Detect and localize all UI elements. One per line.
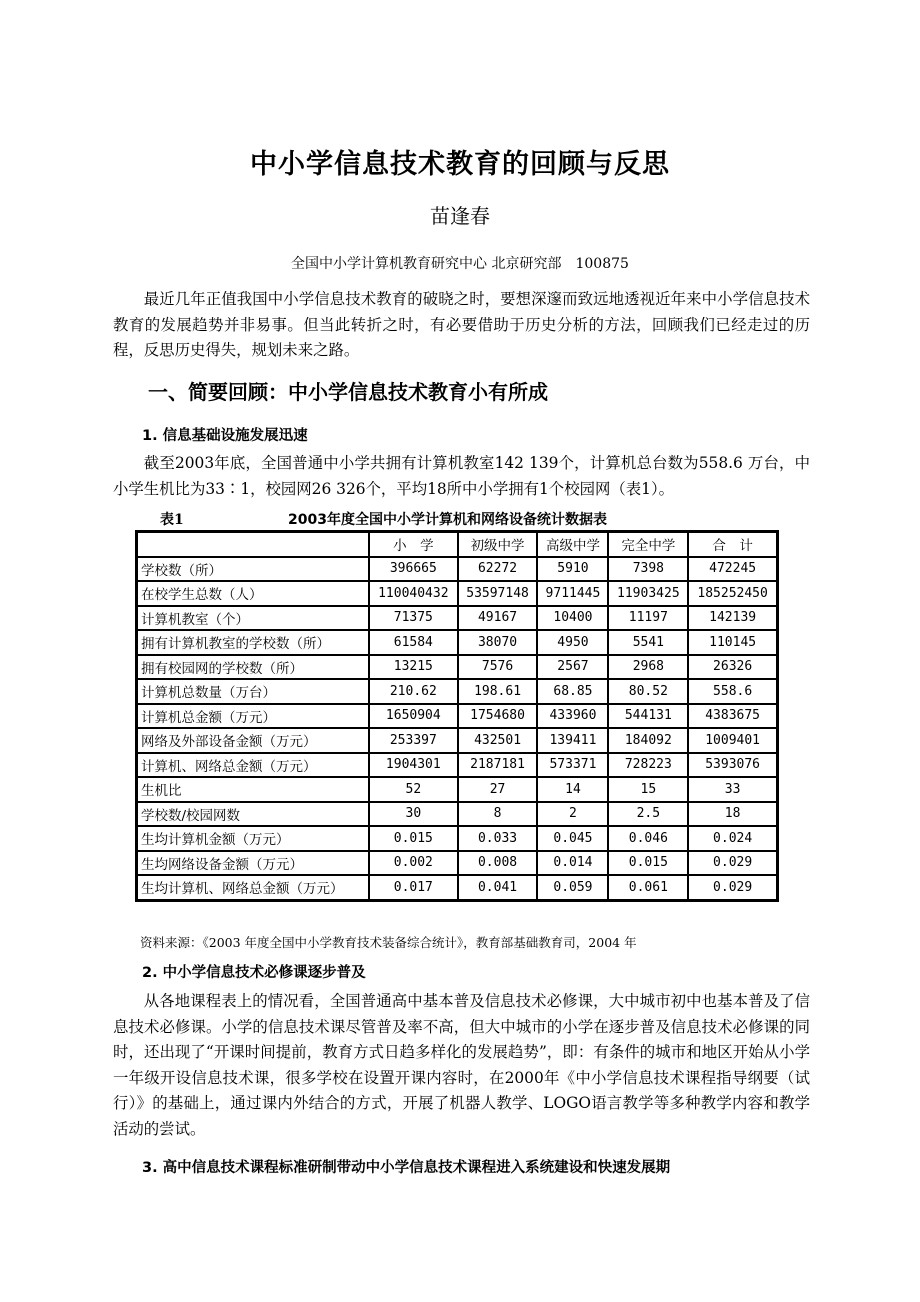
row-label: 学校数（所）	[137, 557, 370, 582]
subsection-heading-3: 3. 高中信息技术课程标准研制带动中小学信息技术课程进入系统建设和快速发展期	[142, 1160, 671, 1176]
table-cell: 573371	[537, 753, 608, 778]
table-cell: 7576	[458, 655, 538, 680]
table-cell: 253397	[369, 728, 458, 753]
table-cell: 139411	[537, 728, 608, 753]
table-row	[137, 753, 778, 778]
table-cell: 80.52	[608, 679, 688, 704]
table-cell: 728223	[608, 753, 688, 778]
row-label: 生均计算机、网络总金额（万元）	[137, 875, 370, 900]
table-cell: 184092	[608, 728, 688, 753]
column-header: 初级中学	[458, 532, 538, 557]
table-cell: 53597148	[458, 581, 538, 606]
row-label: 网络及外部设备金额（万元）	[137, 728, 370, 753]
table-cell: 0.024	[688, 826, 777, 851]
row-label: 计算机教室（个）	[137, 606, 370, 631]
table-label: 表1	[160, 512, 184, 528]
table-row	[137, 826, 778, 851]
statistics-table	[135, 530, 779, 902]
table-cell: 0.033	[458, 826, 538, 851]
table-cell: 0.017	[369, 875, 458, 900]
table-caption: 2003年度全国中小学计算机和网络设备统计数据表	[288, 512, 607, 528]
row-label: 计算机、网络总金额（万元）	[137, 753, 370, 778]
table-cell: 4950	[537, 630, 608, 655]
table-cell: 0.015	[608, 851, 688, 876]
column-header	[137, 532, 370, 557]
table-cell: 0.059	[537, 875, 608, 900]
table-cell: 8	[458, 802, 538, 827]
affiliation: 全国中小学计算机教育研究中心 北京研究部 100875	[291, 256, 629, 272]
table-cell: 2567	[537, 655, 608, 680]
subsection-heading-2: 2. 中小学信息技术必修课逐步普及	[142, 965, 366, 981]
table-source-note: 资料来源：《2003 年度全国中小学教育技术装备综合统计》，教育部基础教育司，2004 年	[140, 935, 637, 950]
row-label: 生均网络设备金额（万元）	[137, 851, 370, 876]
table-cell: 7398	[608, 557, 688, 582]
table-cell: 18	[688, 802, 777, 827]
column-header: 合 计	[688, 532, 777, 557]
table-cell: 14	[537, 777, 608, 802]
table-cell: 2.5	[608, 802, 688, 827]
table-cell: 0.015	[369, 826, 458, 851]
table-cell: 5541	[608, 630, 688, 655]
table-cell: 0.041	[458, 875, 538, 900]
table-row	[137, 704, 778, 729]
table-cell: 33	[688, 777, 777, 802]
table-cell: 198.61	[458, 679, 538, 704]
document-title: 中小学信息技术教育的回顾与反思	[250, 149, 670, 180]
table-cell: 5393076	[688, 753, 777, 778]
table-cell: 30	[369, 802, 458, 827]
column-header: 完全中学	[608, 532, 688, 557]
author: 苗逢春	[430, 204, 490, 228]
table-cell: 1650904	[369, 704, 458, 729]
table-cell: 432501	[458, 728, 538, 753]
table-cell: 5910	[537, 557, 608, 582]
table-cell: 0.046	[608, 826, 688, 851]
table-cell: 9711445	[537, 581, 608, 606]
row-label: 拥有校园网的学校数（所）	[137, 655, 370, 680]
table-row	[137, 728, 778, 753]
table-cell: 110145	[688, 630, 777, 655]
table-row	[137, 557, 778, 582]
row-label: 拥有计算机教室的学校数（所）	[137, 630, 370, 655]
table-row	[137, 875, 778, 900]
row-label: 学校数/校园网数	[137, 802, 370, 827]
table-cell: 11903425	[608, 581, 688, 606]
section-heading-1: 一、简要回顾：中小学信息技术教育小有所成	[148, 380, 548, 404]
table-row	[137, 679, 778, 704]
subsection-1-paragraph: 截至2003年底，全国普通中小学共拥有计算机教室142 139个，计算机总台数为558.6 万台，中小学生机比为33∶1，校园网26 326个，平均18所中小学拥有1个校园网（表1）。	[113, 454, 810, 498]
table-cell: 27	[458, 777, 538, 802]
table-cell: 0.029	[688, 875, 777, 900]
table-cell: 2	[537, 802, 608, 827]
table-row	[137, 655, 778, 680]
table-cell: 61584	[369, 630, 458, 655]
row-label: 计算机总数量（万台）	[137, 679, 370, 704]
subsection-2-paragraph: 从各地课程表上的情况看，全国普通高中基本普及信息技术必修课，大中城市初中也基本普及了信息技术必修课。小学的信息技术课尽管普及率不高，但大中城市的小学在逐步普及信息技术必修课的同时，还出现了“开课时间提前，教育方式日趋多样化的发展趋势”，即：有条件的城市和地区开始从小学一年级开设信息技术课，很多学校在设置开课内容时，在2000年《中小学信息技术课程指导纲要（试行）》的基础上，通过课内外结合的方式，开展了机器人教学、LOGO语言教学等多种教学内容和教学活动的尝试。	[113, 992, 810, 1138]
table-cell: 13215	[369, 655, 458, 680]
table-cell: 2187181	[458, 753, 538, 778]
table-cell: 0.014	[537, 851, 608, 876]
table-cell: 1754680	[458, 704, 538, 729]
table-row	[137, 606, 778, 631]
table-cell: 558.6	[688, 679, 777, 704]
table-cell: 0.008	[458, 851, 538, 876]
table-row	[137, 851, 778, 876]
table-cell: 0.045	[537, 826, 608, 851]
table-cell: 0.061	[608, 875, 688, 900]
row-label: 计算机总金额（万元）	[137, 704, 370, 729]
table-cell: 52	[369, 777, 458, 802]
row-label: 在校学生总数（人）	[137, 581, 370, 606]
table-cell: 0.029	[688, 851, 777, 876]
table-cell: 0.002	[369, 851, 458, 876]
table-cell: 68.85	[537, 679, 608, 704]
table-cell: 4383675	[688, 704, 777, 729]
intro-paragraph: 最近几年正值我国中小学信息技术教育的破晓之时，要想深邃而致远地透视近年来中小学信息技术教育的发展趋势并非易事。但当此转折之时，有必要借助于历史分析的方法，回顾我们已经走过的历程，反思历史得失，规划未来之路。	[113, 290, 810, 359]
subsection-heading-1: 1. 信息基础设施发展迅速	[142, 428, 308, 444]
row-label: 生均计算机金额（万元）	[137, 826, 370, 851]
table-cell: 11197	[608, 606, 688, 631]
table-row	[137, 630, 778, 655]
table-cell: 10400	[537, 606, 608, 631]
table-cell: 71375	[369, 606, 458, 631]
table-cell: 1904301	[369, 753, 458, 778]
table-cell: 62272	[458, 557, 538, 582]
table-row	[137, 777, 778, 802]
row-label: 生机比	[137, 777, 370, 802]
column-header: 高级中学	[537, 532, 608, 557]
table-cell: 142139	[688, 606, 777, 631]
table-header-row	[137, 532, 778, 557]
table-cell: 26326	[688, 655, 777, 680]
table-cell: 15	[608, 777, 688, 802]
table-row	[137, 802, 778, 827]
table-cell: 396665	[369, 557, 458, 582]
table-cell: 544131	[608, 704, 688, 729]
table-cell: 185252450	[688, 581, 777, 606]
table-cell: 38070	[458, 630, 538, 655]
table-cell: 110040432	[369, 581, 458, 606]
table-cell: 472245	[688, 557, 777, 582]
table-cell: 2968	[608, 655, 688, 680]
column-header: 小 学	[369, 532, 458, 557]
table-cell: 49167	[458, 606, 538, 631]
table-cell: 433960	[537, 704, 608, 729]
table-cell: 1009401	[688, 728, 777, 753]
table-row	[137, 581, 778, 606]
table-cell: 210.62	[369, 679, 458, 704]
